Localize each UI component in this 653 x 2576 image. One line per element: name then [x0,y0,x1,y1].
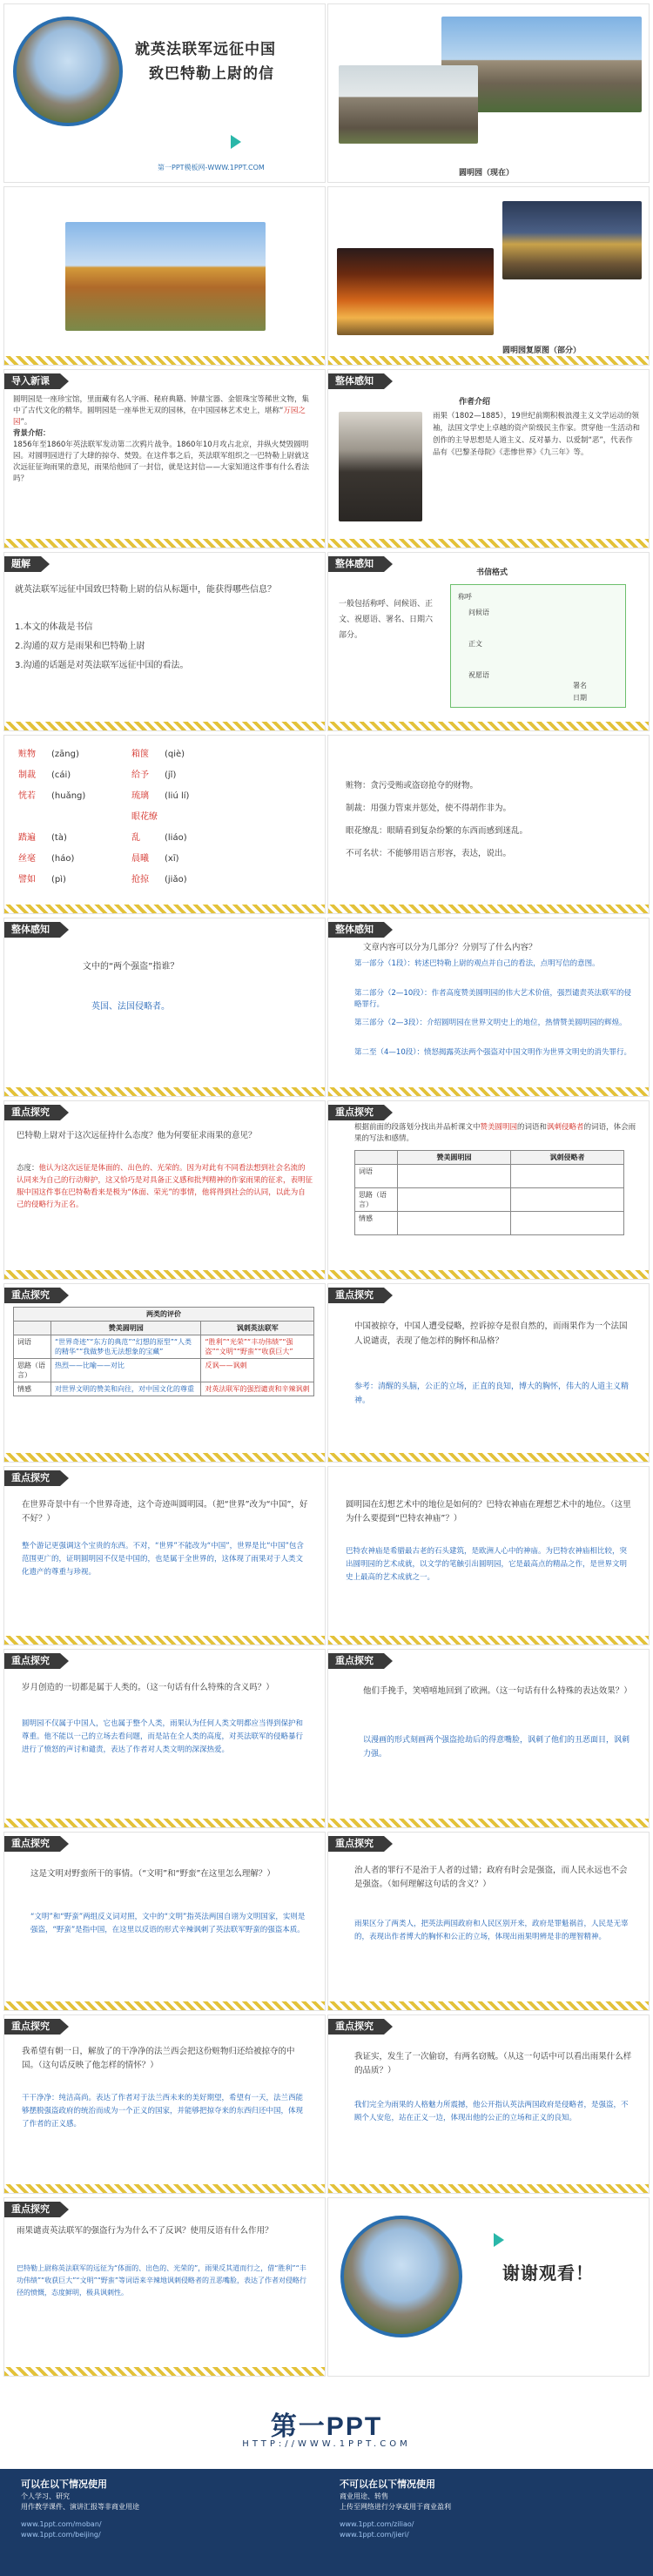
slide-stripe [4,2184,325,2193]
slide-7-header: 题解 [4,556,41,572]
cover-round-photo [13,17,123,126]
footer-right-item: 商业用途、转售 [340,2492,388,2500]
slide-stripe [4,1819,325,1827]
format-item: 祝愿语 [468,671,489,679]
slide-10-definitions [327,735,650,914]
slide-19 [3,1649,326,1828]
cover-accent-triangle [231,135,241,149]
slide-2 [327,3,650,183]
format-item: 正文 [468,640,482,648]
format-item: 问候语 [468,609,489,616]
slide-16-header: 重点探究 [328,1288,384,1303]
structure-item: 第三部分（2—3段）：介绍圆明园在世界文明史上的地位，热情赞美圆明园的辉煌。 [354,1019,627,1027]
slide-21-header: 重点探究 [4,1836,60,1852]
slide-stripe [328,1087,649,1096]
vocab-list [18,744,245,891]
slide-24 [327,2014,650,2194]
footer-link[interactable]: www.1ppt.com/ziliao/ [340,2520,414,2528]
slide-stripe [4,722,325,730]
slide-18 [327,1466,650,1645]
slide-17-answer: 整个游记更强调这个宝贵的东西。不对，“世界”不能改为“中国”，世界是比“中国”包含范围更广的，证明圆明园不仅是中国的，也是属于全世界的，这体现了雨果对于人类文化遗产的尊重与珍视。 [22,1542,304,1577]
slide-13-question: 巴特勒上尉对于这次远征持什么态度？他为何要征求雨果的意见？ [17,1131,257,1140]
slide-25 [3,2197,326,2377]
slide-stripe [4,1270,325,1279]
slide-14-question: 根据前面的段落划分找出并品析课文中赞美圆明园的词语和讽刺侵略者的词语，体会雨果的写法和感情。 [354,1123,636,1143]
slide-6-heading: 作者介绍 [459,398,491,407]
slide-16-answer: 参考：清醒的头脑，公正的立场，正直的良知，博大的胸怀，伟大的人道主义精神。 [354,1382,629,1405]
slide-stripe [4,1636,325,1644]
slide-12-question: 文章内容可以分为几部分？分别写了什么内容？ [363,943,537,952]
slide-12-header: 整体感知 [328,922,384,938]
restoration-photo-left [337,248,494,335]
slide-9-vocab [3,735,326,914]
slide-15 [3,1283,326,1463]
slide-11-header: 整体感知 [4,922,60,938]
slide-19-answer: 圆明园不仅属于中国人，它也属于整个人类，雨果认为任何人类文明都应当得到保护和尊重。他不能以一己的立场去看问题，而是站在全人类的高度，对英法联军的侵略暴行进行了愤怒的声讨和谴责，表达了作者对人类文明的深深热爱。 [22,1719,304,1754]
slide-24-header: 重点探究 [328,2019,384,2035]
slide-stripe [4,1087,325,1096]
structure-item: 第二至（4—10段）：愤怒揭露英法两个强盗对中国文明作为世界文明史的消失罪行。 [354,1048,631,1057]
footer-left-column [21,2478,139,2540]
slide-23 [3,2014,326,2194]
slide-3 [3,186,326,366]
slide-25-answer: 巴特勒上尉称英法联军的远征为“体面的、出色的、光荣的”，雨果反其道而行之，借“胜利”“丰功伟绩”“收获巨大”“文明”“野蛮”等词语来辛辣地讽刺侵略者的丑恶嘴脸，表达了作者对侵略行径的愤慨，态度鲜明，极具讽刺性。 [17,2264,307,2297]
slide-22-answer: 雨果区分了两类人，把英法两国政府和人民区别开来，政府是罪魁祸首，人民是无辜的，表现出作者博大的胸怀和公正的立场，体现出雨果明辨是非的理智精神。 [354,1920,629,1941]
thanks-text: 谢谢观看！ [502,2263,594,2283]
slide-8-left-text: 一般包括称呼、问候语、正文、祝愿语、署名、日期六部分。 [339,600,434,640]
slide-16 [327,1283,650,1463]
palace-photo [65,222,266,331]
slide-20 [327,1649,650,1828]
structure-item: 第二部分（2—10段）：作者高度赞美圆明园的伟大艺术价值，强烈谴责英法联军的侵略罪行。 [354,989,631,1009]
slide-stripe [4,539,325,548]
slide-24-question: 我证实，发生了一次偷窃，有两名窃贼。（从这一句话中可以看出雨果什么样的品质？） [354,2052,632,2075]
slide-7-item-3: 3.沟通的话题是对英法联军远征中国的看法。 [15,661,189,670]
slide-13 [3,1100,326,1280]
slide-stripe [328,1819,649,1827]
table-header-row: 赞美圆明园 讽刺侵略者 [355,1151,624,1165]
cover-title-line1: 就英法联军远征中国 [135,41,276,58]
slide-6-body: 雨果（1802—1885），19世纪前期积极浪漫主义文学运动的领袖，法国文学史上卓越的资产阶级民主作家。贯穿他一生活动和创作的主导思想是人道主义、反对暴力、以爱制“恶”，代表作品有《巴黎圣母院》《悲惨世界》《九三年》等。 [433,412,641,457]
slide-5-body: 圆明园是一座珍宝馆，里面藏有名人字画、秘府典籍、钟鼎宝器、金银珠宝等稀世文物，集中了古代文化的精华。圆明园是一座举世无双的园林，在中国园林艺术史上，堪称“万园之园”。 背景介绍： 1856年至1860年英法联军发动第二次鸦片战争。1860年10月攻占北京，并纵火焚毁圆明园。对圆明园进行了大肆的掠夺、焚毁。在这件事之后，英法联军组织之一巴特勒上尉就这次远征征询雨果的意见，雨果给他回了一封信，就是这封信——大家知道这件事有什么看法吗？ [13,395,310,483]
definition-item: 赃物：贪污受贿或盗窃抢夺的财物。 [346,781,479,790]
slide-1-cover [3,3,326,183]
slide-8-heading: 书信格式 [476,568,508,577]
table-row: 思路（语言） 热烈——比喻——对比 反讽——讽刺 [14,1359,314,1382]
site-logo[interactable]: 第一PPT [270,2412,383,2441]
slide-stripe [4,2367,325,2376]
structure-item: 第一部分（1段）：转述巴特勒上尉的观点并自己的看法，点明写信的意图。 [354,959,600,968]
slide-12 [327,918,650,1097]
slide-6-header: 整体感知 [328,373,384,389]
slide-17 [3,1466,326,1645]
format-item: 署名 [573,682,587,689]
slide-4-caption: 圆明园复原图（部分） [502,346,582,355]
footer-left-title: 可以在以下情况使用 [21,2478,107,2490]
slide-7-item-2: 2.沟通的双方是雨果和巴特勒上尉 [15,642,145,651]
template-footer [0,2394,653,2576]
definition-item: 不可名状：不能够用语言形容，表达，说出。 [346,849,512,858]
slide-22-question: 治人者的罪行不是治于人者的过错；政府有时会是强盗，而人民永远也不会是强盗。（如何理解这句话的含义？） [354,1866,628,1889]
slide-22 [327,1832,650,2011]
slide-stripe [328,1636,649,1644]
slide-4 [327,186,650,366]
slide-13-header: 重点探究 [4,1105,60,1120]
slide-20-header: 重点探究 [328,1653,384,1669]
table-row: 情感 对世界文明的赞美和向往，对中国文化的尊重 对英法联军的强烈谴责和辛辣讽刺 [14,1382,314,1396]
slide-stripe [328,1453,649,1462]
slide-stripe [328,356,649,365]
thanks-round-photo [340,2216,462,2337]
footer-link[interactable]: www.1ppt.com/moban/ [21,2520,102,2528]
vocab-row: 踏遍 (tà)眼花缭乱 (liáo) [18,812,187,843]
slide-20-question: 他们手挽手，笑嘻嘻地回到了欧洲。（这一句话有什么特殊的表达效果？） [363,1686,632,1696]
slide-21-question: 这是文明对野蛮所干的事情。（“文明”和“野蛮”在这里怎么理解？） [30,1869,275,1879]
slide-18-answer: 巴特农神庙是希腊最古老的石头建筑，是欧洲人心中的神庙。为巴特农神庙相比较，突出圆明园的艺术成就，以文学的笔触引出圆明园，它是最高点的精品之作，是世界文明史上最高的艺术成就之一。 [346,1547,628,1582]
slide-5 [3,369,326,548]
table-row: 词语 “世界奇迹”“东方的典范”“幻想的原型”“人类的精华”“我做梦也无法想象的宝藏” “胜利”“光荣”“丰功伟绩”“强盗”“文明”“野蛮”“收获巨大” [14,1335,314,1359]
slide-13-answer: 态度：他认为这次远征是体面的、出色的、光荣的。因为对此有不同看法想到社会名流的认同来为自己的行动辩护，这又恰巧是对具备正义感和批判精神的作家雨果的征求，表明征服中国这件事在巴特勒看来是极为“体面、荣光”的事情，他将得到社会的认同，以此为自己的侵略行为正名。 [17,1164,313,1209]
slide-18-question: 圆明园在幻想艺术中的地位是如何的？巴特农神庙在理想艺术中的地位。（这里为什么要提到“巴特农神庙”？） [346,1500,631,1523]
slide-19-question: 岁月创造的一切都是属于人类的。（这一句话有什么特殊的含义吗？） [22,1683,274,1692]
slide-11-answer: 英国、法国侵略者。 [91,1002,170,1012]
slide-stripe [4,2001,325,2010]
evaluation-table-empty [354,1150,624,1235]
slide-stripe [4,905,325,913]
footer-link[interactable]: www.1ppt.com/jieri/ [340,2531,409,2539]
thanks-accent-triangle [494,2233,504,2247]
footer-right-item: 上传至网络进行分享或用于商业盈利 [340,2503,451,2511]
ruins-photo-small [339,65,478,144]
footer-link[interactable]: www.1ppt.com/beijing/ [21,2531,101,2539]
slide-7-question: 就英法联军远征中国致巴特勒上尉的信从标题中，能获得哪些信息？ [15,585,276,595]
hugo-portrait [339,412,422,521]
slide-stripe [328,1270,649,1279]
restoration-photo-right [502,201,642,279]
format-item: 日期 [573,694,587,702]
slide-stripe [328,2184,649,2193]
slide-stripe [328,2001,649,2010]
slide-21-answer: “文明”和“野蛮”两组反义词对照，文中的“文明”指英法两国自诩为文明国家，实则是强盗，“野蛮”是指中国，在这里以反语的形式辛辣讽刺了英法联军野蛮的强盗本质。 [30,1913,306,1934]
slide-19-header: 重点探究 [4,1653,60,1669]
letter-format-panel [450,584,626,708]
slide-22-header: 重点探究 [328,1836,384,1852]
slide-11-question: 文中的“两个强盗”指谁？ [83,962,179,972]
slide-stripe [4,356,325,365]
slide-26-thanks [327,2197,650,2377]
footer-left-item: 用作教学课件、演讲汇报等非商业用途 [21,2503,139,2511]
format-item: 称呼 [458,593,472,601]
slide-stripe [328,539,649,548]
slide-14 [327,1100,650,1280]
footer-right-column [340,2478,451,2540]
slide-7-item-1: 1.本文的体裁是书信 [15,622,93,632]
slide-stripe [328,722,649,730]
slide-8-header: 整体感知 [328,556,384,572]
table-row: 词语 [355,1165,624,1188]
slide-20-answer: 以漫画的形式刻画两个强盗抢劫后的得意嘴脸，讽刺了他们的丑恶面目，讽刺力强。 [363,1736,630,1759]
slide-14-header: 重点探究 [328,1105,384,1120]
slide-stripe [4,1453,325,1462]
slide-11 [3,918,326,1097]
definition-item: 制裁：用强力管束并惩处，使不得胡作非为。 [346,804,512,813]
slide-6 [327,369,650,548]
vocab-row: 制裁 (cái) 给予 (jǐ) [18,770,177,780]
definition-item: 眼花缭乱：眼睛看到复杂纷繁的东西而感到迷乱。 [346,826,528,836]
evaluation-table-filled [13,1307,314,1396]
slide-21 [3,1832,326,2011]
vocab-row: 恍若 (huǎng) 琉璃 (liú lí) [18,791,190,801]
site-url[interactable]: HTTP://WWW.1PPT.COM [242,2439,411,2449]
table-row: 情感 [355,1212,624,1235]
slide-16-question: 中国被掠夺，中国人遭受侵略，控诉掠夺是很自然的，而雨果作为一个法国人说谴责，表现了他怎样的胸怀和品格？ [354,1322,628,1346]
table-title-row: 两类的评价 [14,1308,314,1322]
slide-8 [327,552,650,731]
slide-17-header: 重点探究 [4,1470,60,1486]
slide-23-header: 重点探究 [4,2019,60,2035]
footer-right-title: 不可以在以下情况使用 [340,2478,435,2490]
slide-7 [3,552,326,731]
slide-25-question: 雨果谴责英法联军的强盗行为为什么不了反讽？使用反语有什么作用？ [17,2226,273,2236]
slide-5-header: 导入新课 [4,373,60,389]
footer-left-item: 个人学习、研究 [21,2492,70,2500]
slide-23-answer: 干干净净：纯洁高尚。表达了作者对于法兰西未来的美好期望，希望有一天，法兰西能够摆脱强盗政府的统治而成为一个正义的国家，并能够把掠夺来的东西归还中国，体现了作者的正义感。 [22,2094,304,2129]
slide-17-question: 在世界奇景中有一个世界奇迹，这个奇迹叫圆明园。（把“世界”改为“中国”，好不好？） [22,1500,308,1523]
table-row: 思路（语言） [355,1188,624,1212]
slide-15-header: 重点探究 [4,1288,60,1303]
slide-23-question: 我希望有朝一日，解放了的干净净的法兰西会把这份赃物归还给被掠夺的中国。（这句话反映了他怎样的情怀？） [22,2047,295,2070]
vocab-row: 譬如 (pì) 抢掠 (jiǎo) [18,875,187,884]
slide-2-caption: 圆明园（现在） [459,169,515,178]
vocab-row: 丝毫 (háo) 晨曦 (xī) [18,854,179,864]
table-header-row: 赞美圆明园 讽刺英法联军 [14,1322,314,1335]
slide-25-header: 重点探究 [4,2202,60,2217]
slide-24-answer: 我们完全为雨果的人格魅力所震撼，他公开指认英法两国政府是侵略者，是强盗，不顾个人安危，站在正义一边，体现出他的公正的立场和正义的良知。 [354,2101,629,2122]
cover-site-text: 第一PPT模板网-WWW.1PPT.COM [158,164,265,172]
slide-stripe [328,905,649,913]
cover-title-line2: 致巴特勒上尉的信 [149,65,274,83]
vocab-row: 赃物 (zāng) 箱箧 (qiè) [18,750,185,759]
